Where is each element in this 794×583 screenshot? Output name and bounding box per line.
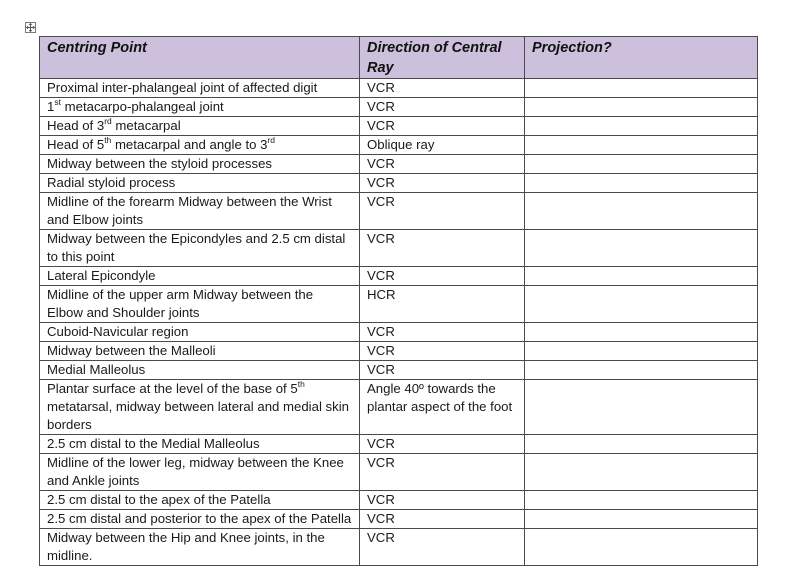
direction-cell: VCR: [360, 155, 525, 174]
table-row: [40, 117, 758, 136]
centring-point-cell: Midway between the Hip and Knee joints, in the midline.: [40, 529, 360, 566]
table-row: [40, 454, 758, 491]
projection-cell[interactable]: [525, 79, 758, 98]
centring-point-cell: 2.5 cm distal to the apex of the Patella: [40, 491, 360, 510]
centring-point-cell: Head of 3rd metacarpal: [40, 117, 360, 136]
table-row: [40, 267, 758, 286]
projection-cell[interactable]: [525, 267, 758, 286]
projection-cell[interactable]: [525, 510, 758, 529]
table-move-handle[interactable]: [25, 22, 36, 33]
centring-point-cell: 1st metacarpo-phalangeal joint: [40, 98, 360, 117]
centring-point-cell: Midway between the styloid processes: [40, 155, 360, 174]
header-centring-point: Centring Point: [40, 37, 360, 79]
centring-point-cell: Midway between the Malleoli: [40, 342, 360, 361]
projection-cell[interactable]: [525, 230, 758, 267]
direction-cell: VCR: [360, 361, 525, 380]
projection-cell[interactable]: [525, 380, 758, 435]
projection-cell[interactable]: [525, 454, 758, 491]
direction-cell: VCR: [360, 230, 525, 267]
direction-cell: VCR: [360, 529, 525, 566]
centring-point-cell: Midline of the forearm Midway between the Wrist and Elbow joints: [40, 193, 360, 230]
projection-cell[interactable]: [525, 435, 758, 454]
direction-cell: VCR: [360, 267, 525, 286]
centring-point-cell: Cuboid-Navicular region: [40, 323, 360, 342]
centring-point-cell: Lateral Epicondyle: [40, 267, 360, 286]
table-row: [40, 136, 758, 155]
centring-point-cell: 2.5 cm distal to the Medial Malleolus: [40, 435, 360, 454]
direction-cell: VCR: [360, 174, 525, 193]
table-row: [40, 155, 758, 174]
centring-point-cell: Midline of the lower leg, midway between the Knee and Ankle joints: [40, 454, 360, 491]
projection-cell[interactable]: [525, 136, 758, 155]
radiography-table: [39, 36, 758, 566]
centring-point-cell: Head of 5th metacarpal and angle to 3rd: [40, 136, 360, 155]
projection-cell[interactable]: [525, 193, 758, 230]
direction-cell: VCR: [360, 342, 525, 361]
centring-point-cell: Midway between the Epicondyles and 2.5 cm distal to this point: [40, 230, 360, 267]
projection-cell[interactable]: [525, 117, 758, 136]
table-row: [40, 342, 758, 361]
table-row: [40, 323, 758, 342]
direction-cell: VCR: [360, 435, 525, 454]
table-row: [40, 230, 758, 267]
direction-cell: VCR: [360, 510, 525, 529]
header-projection: Projection?: [525, 37, 758, 79]
direction-cell: HCR: [360, 286, 525, 323]
table-row: [40, 193, 758, 230]
centring-point-cell: Plantar surface at the level of the base of 5th metatarsal, midway between lateral and medial skin borders: [40, 380, 360, 435]
projection-cell[interactable]: [525, 155, 758, 174]
table-row: [40, 529, 758, 566]
table-row: [40, 510, 758, 529]
projection-cell[interactable]: [525, 323, 758, 342]
header-direction: Direction of Central Ray: [360, 37, 525, 79]
direction-cell: Oblique ray: [360, 136, 525, 155]
move-icon: [26, 23, 35, 32]
table-row: [40, 174, 758, 193]
projection-cell[interactable]: [525, 286, 758, 323]
direction-cell: VCR: [360, 193, 525, 230]
projection-cell[interactable]: [525, 491, 758, 510]
direction-cell: VCR: [360, 117, 525, 136]
table-row: [40, 380, 758, 435]
direction-cell: VCR: [360, 98, 525, 117]
centring-point-cell: Medial Malleolus: [40, 361, 360, 380]
projection-cell[interactable]: [525, 529, 758, 566]
direction-cell: VCR: [360, 454, 525, 491]
direction-cell: VCR: [360, 491, 525, 510]
projection-cell[interactable]: [525, 342, 758, 361]
table-row: [40, 286, 758, 323]
direction-cell: VCR: [360, 323, 525, 342]
table-row: [40, 361, 758, 380]
header-row: [40, 37, 758, 79]
table-row: [40, 98, 758, 117]
projection-cell[interactable]: [525, 98, 758, 117]
projection-cell[interactable]: [525, 361, 758, 380]
table-row: [40, 435, 758, 454]
centring-point-cell: Radial styloid process: [40, 174, 360, 193]
centring-point-cell: 2.5 cm distal and posterior to the apex of the Patella: [40, 510, 360, 529]
centring-point-cell: Midline of the upper arm Midway between the Elbow and Shoulder joints: [40, 286, 360, 323]
centring-point-cell: Proximal inter-phalangeal joint of affected digit: [40, 79, 360, 98]
direction-cell: VCR: [360, 79, 525, 98]
table-row: [40, 491, 758, 510]
projection-cell[interactable]: [525, 174, 758, 193]
table-row: [40, 79, 758, 98]
direction-cell: Angle 40º towards the plantar aspect of the foot: [360, 380, 525, 435]
